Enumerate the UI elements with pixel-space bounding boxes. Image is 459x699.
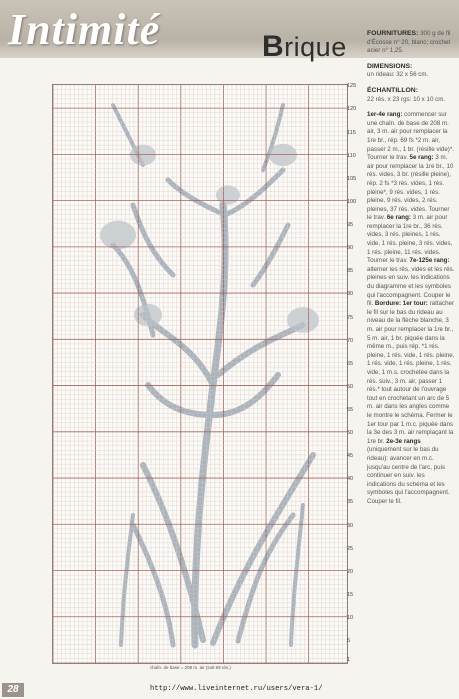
row-number-125: 125: [347, 83, 357, 90]
row-number-120: 120: [347, 106, 357, 113]
model-name: [262, 30, 347, 64]
crochet-grid-svg: [53, 85, 347, 663]
model-name-rest: rique: [284, 32, 347, 62]
row-number-65: 65: [347, 360, 354, 367]
bordure-text: rattacher le fil sur le bas du rideau au niveau de la flèche blanche, 3 m. air pour remplacer la 1re br., 5 m. air, 1 br. piquée dans la même m., puis rép. *1 rés. pleine, 1 rés. vide, 1 rés. pleine, 1 rés. vide, 1 rés. pleine, 1 rés. vide, 1 m.s. crochetée dans la rés. suiv., 3 m. air, passer 1 rés.* tout autour de l'ouvrage tout en crochetant un arc de 5 m. air dans les angles comme le montre le schéma. Fermer le 1er tour par 1 m.c. piquée dans la 3e des 3 m. air remplaçant la 1re br.: [367, 300, 455, 445]
row-number-25: 25: [347, 545, 354, 552]
motif-stroke: [133, 205, 173, 275]
row-number-scale: [347, 84, 361, 662]
row-number-80: 80: [347, 291, 354, 298]
motif-stroke: [195, 205, 225, 645]
instructions-column: [367, 30, 455, 513]
row-number-30: 30: [347, 522, 354, 529]
page-number: 28: [2, 683, 24, 697]
row-number-1: 1: [347, 656, 351, 663]
row-number-100: 100: [347, 198, 357, 205]
fournitures-label: FOURNITURES:: [367, 30, 419, 37]
magazine-title: Intimité: [8, 5, 161, 54]
row-number-115: 115: [347, 129, 356, 136]
rang7-label: 7e-125e rang:: [409, 257, 450, 265]
rang1-text: commencer sur une chaîn. de base de 208 m. air, 3 m. air pour remplacer la 1re br., rép. 69 fs *2 m. air, passer 2 m., 1 br. (résille vide)*. Tourner le trav.: [367, 111, 454, 162]
orchid-motif: [100, 105, 319, 645]
flower-head: [216, 185, 240, 204]
row-number-70: 70: [347, 337, 354, 344]
dimensions-text: un rideau: 32 x 56 cm.: [367, 71, 429, 79]
rang6-text: 3 m. air pour remplacer la 1re br., 36 rés. vides, 3 rés. pleines, 1 rés. vide, 1 rés. pleine, 3 rés. vides, 1 rés. pleine, 11 rés. vides. Tourner le trav.: [367, 214, 453, 265]
echantillon-label: ÉCHANTILLON:: [367, 86, 418, 94]
motif-stroke: [121, 515, 133, 645]
row-number-75: 75: [347, 314, 354, 321]
dimensions-label: DIMENSIONS:: [367, 62, 413, 70]
fournitures-text: 300 g de fil d'Écosse n° 20, blanc; crochet acier n° 1,25.: [367, 30, 451, 55]
row-number-110: 110: [347, 152, 356, 159]
flower-head: [100, 221, 136, 250]
row-number-55: 55: [347, 406, 354, 413]
rang2-text: (uniquement sur le bas du rideau): avancer en m.c. jusqu'au centre de l'arc, puis continuer en suiv. les indications du schéma et les symboles qui l'accompagnent. Couper le fil.: [367, 446, 450, 505]
row-number-85: 85: [347, 268, 354, 275]
row-number-5: 5: [347, 638, 351, 645]
rang2-label: 2e-3e rangs: [386, 437, 421, 445]
rang6-label: 6e rang:: [386, 214, 411, 222]
rang7-text: alterner les rés. vides et les rés. pleines en suiv. les indications du diagramme et les symboles qui l'accompagnent. Couper le fil.: [367, 265, 455, 308]
motif-stroke: [133, 525, 173, 645]
row-number-45: 45: [347, 453, 354, 460]
filet-grid: [53, 85, 347, 663]
row-number-20: 20: [347, 568, 354, 575]
row-number-95: 95: [347, 222, 354, 229]
rang5-text: 3 m. air pour remplacer la 1re br., 10 rés. vides, 3 br. (résille pleine), rép. 2 fs *3 rés. vides, 1 rés. pleine*, 9 rés. vides, 1 rés. pleine, 9 rés. vides, 2 rés. pleines, 37 rés. vides. Tourner le trav.: [367, 154, 454, 222]
flower-head: [287, 307, 319, 333]
row-number-105: 105: [347, 175, 357, 182]
row-number-10: 10: [347, 615, 354, 622]
row-number-40: 40: [347, 476, 354, 483]
chart-footnote: chaîn. de base = 208 m. air (soit 69 rés.): [150, 665, 231, 670]
row-number-60: 60: [347, 383, 354, 390]
echantillon-text: 22 rés. x 23 rgs: 10 x 10 cm.: [367, 95, 446, 103]
rang5-label: 5e rang:: [409, 154, 434, 162]
motif-stroke: [253, 225, 288, 285]
row-number-90: 90: [347, 245, 354, 252]
bordure-label: Bordure: 1er tour:: [374, 300, 428, 308]
rang1-label: 1er-4e rang:: [367, 111, 403, 119]
row-number-35: 35: [347, 499, 354, 506]
row-number-50: 50: [347, 430, 354, 437]
model-name-initial: B: [262, 30, 285, 63]
source-url: http://www.liveinternet.ru/users/vera-1/: [150, 685, 323, 693]
motif-stroke: [218, 325, 303, 375]
row-number-15: 15: [347, 591, 354, 598]
